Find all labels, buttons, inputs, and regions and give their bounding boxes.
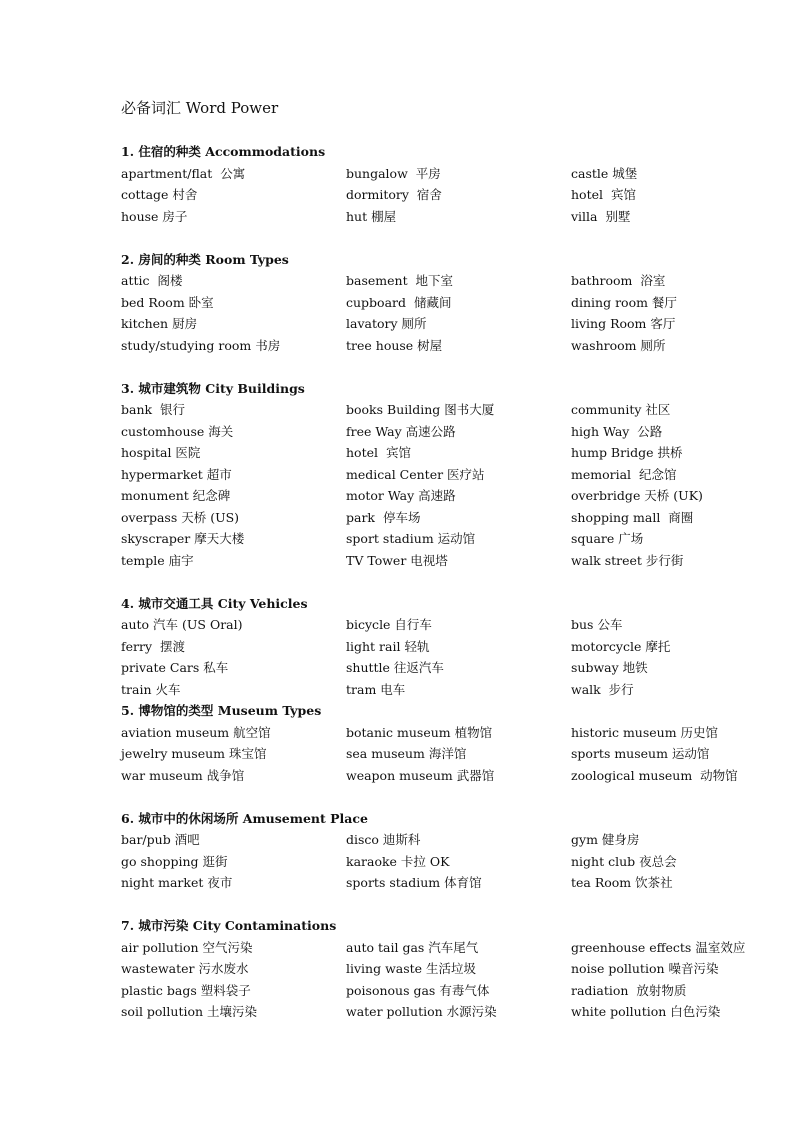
vocab-row [121, 485, 781, 507]
vocab-entry: bus 公车 [571, 617, 623, 632]
document-body [121, 96, 781, 1044]
vocab-entry: dormitory 宿舍 [346, 187, 442, 202]
vocab-row [121, 313, 781, 335]
vocab-entry: sea museum 海洋馆 [346, 746, 467, 761]
vocab-entry: attic 阁楼 [121, 273, 183, 288]
vocab-row [121, 743, 781, 765]
vocab-entry: ferry 摆渡 [121, 638, 185, 654]
vocab-entry: historic museum 历史馆 [571, 724, 719, 740]
vocab-entry: night market 夜市 [121, 875, 233, 890]
vocab-entry: TV Tower 电视塔 [346, 552, 448, 568]
vocab-entry: lavatory 厕所 [346, 316, 427, 331]
vocab-entry: study/studying room 书房 [121, 337, 281, 353]
vocab-entry: community 社区 [571, 402, 671, 417]
vocab-row [121, 851, 781, 873]
vocab-row [121, 636, 781, 658]
vocab-row [121, 163, 781, 185]
vocab-entry: auto tail gas 汽车尾气 [346, 939, 479, 955]
vocab-entry: temple 庙宇 [121, 552, 194, 568]
vocab-entry: memorial 纪念馆 [571, 466, 677, 482]
vocab-entry: kitchen 厨房 [121, 316, 198, 331]
vocab-row [121, 421, 781, 443]
vocab-row [121, 829, 781, 851]
vocab-entry: skyscraper 摩天大楼 [121, 531, 245, 546]
vocab-entry: books Building 图书大厦 [346, 402, 495, 417]
vocab-entry: air pollution 空气污染 [121, 939, 253, 955]
vocab-row [121, 937, 781, 959]
vocab-section [121, 808, 781, 894]
vocab-row [121, 292, 781, 314]
vocab-entry: villa 别墅 [571, 208, 631, 224]
vocab-entry: castle 城堡 [571, 165, 638, 181]
page-title: 必备词汇 Word Power [121, 99, 279, 117]
vocab-section [121, 915, 781, 1023]
vocab-entry: basement 地下室 [346, 273, 454, 288]
vocab-entry: wastewater 污水废水 [121, 961, 249, 976]
vocab-entry: sports museum 运动馆 [571, 746, 710, 761]
vocab-entry: apartment/flat 公寓 [121, 165, 246, 181]
vocab-entry: walk 步行 [571, 681, 634, 697]
vocab-entry: botanic museum 植物馆 [346, 724, 493, 740]
vocab-entry: night club 夜总会 [571, 853, 677, 869]
vocab-entry: tree house 树屋 [346, 337, 443, 353]
vocab-row [121, 550, 781, 572]
vocab-entry: house 房子 [121, 208, 188, 224]
section-heading: 4. 城市交通工具 City Vehicles [121, 595, 308, 611]
vocab-entry: jewelry museum 珠宝馆 [121, 746, 267, 761]
vocab-section [121, 700, 781, 786]
vocab-entry: hypermarket 超市 [121, 466, 232, 482]
vocab-entry: train 火车 [121, 681, 181, 697]
vocab-entry: gym 健身房 [571, 832, 640, 847]
vocab-entry: walk street 步行街 [571, 552, 684, 568]
vocab-entry: shopping mall 商圈 [571, 509, 694, 525]
vocab-entry: free Way 高速公路 [346, 423, 456, 439]
section-heading: 5. 博物馆的类型 Museum Types [121, 703, 322, 718]
vocab-row [121, 270, 781, 292]
vocab-section [121, 141, 781, 227]
vocab-entry: medical Center 医疗站 [346, 466, 485, 482]
vocab-entry: aviation museum 航空馆 [121, 724, 271, 740]
vocab-entry: tram 电车 [346, 681, 406, 697]
vocab-entry: white pollution 白色污染 [571, 1004, 721, 1019]
vocab-entry: soil pollution 土壤污染 [121, 1004, 258, 1019]
vocab-entry: bungalow 平房 [346, 165, 441, 181]
vocab-entry: water pollution 水源污染 [346, 1004, 497, 1019]
vocab-entry: hospital 医院 [121, 445, 201, 460]
vocab-entry: karaoke 卡拉 OK [346, 853, 450, 869]
vocab-entry: overbridge 天桥 (UK) [571, 488, 703, 503]
vocab-entry: tea Room 饮茶社 [571, 875, 673, 890]
vocab-entry: bar/pub 酒吧 [121, 832, 200, 847]
vocab-entry: shuttle 往返汽车 [346, 660, 444, 675]
vocab-entry: hump Bridge 拱桥 [571, 445, 683, 460]
vocab-entry: greenhouse effects 温室效应 [571, 939, 746, 955]
vocab-row [121, 980, 781, 1002]
vocab-entry: high Way 公路 [571, 423, 663, 439]
vocab-entry: square 广场 [571, 531, 644, 546]
vocab-entry: living Room 客厅 [571, 316, 676, 331]
vocab-entry: customhouse 海关 [121, 423, 234, 439]
vocabulary-sections [121, 141, 781, 1023]
vocab-row [121, 442, 781, 464]
vocab-row [121, 335, 781, 357]
vocab-entry: washroom 厕所 [571, 337, 666, 353]
vocab-row [121, 722, 781, 744]
vocab-row [121, 528, 781, 550]
section-heading: 1. 住宿的种类 Accommodations [121, 144, 326, 159]
vocab-entry: plastic bags 塑料袋子 [121, 982, 251, 998]
vocab-entry: subway 地铁 [571, 660, 648, 675]
vocab-entry: private Cars 私车 [121, 660, 229, 675]
vocab-row [121, 399, 781, 421]
vocab-entry: cupboard 储藏间 [346, 294, 452, 310]
vocab-entry: overpass 天桥 (US) [121, 509, 240, 525]
vocab-row [121, 765, 781, 787]
vocab-entry: radiation 放射物质 [571, 982, 687, 998]
vocab-row [121, 958, 781, 980]
vocab-row [121, 679, 781, 701]
vocab-entry: hut 棚屋 [346, 208, 397, 224]
vocab-entry: noise pollution 噪音污染 [571, 961, 719, 976]
vocab-row [121, 206, 781, 228]
vocab-entry: go shopping 逛街 [121, 853, 228, 869]
vocab-entry: hotel 宾馆 [346, 445, 411, 460]
vocab-entry: sports stadium 体育馆 [346, 875, 482, 890]
vocab-entry: zoological museum 动物馆 [571, 767, 738, 783]
vocab-entry: weapon museum 武器馆 [346, 767, 495, 783]
vocab-entry: war museum 战争馆 [121, 767, 245, 783]
vocab-entry: bed Room 卧室 [121, 294, 214, 310]
section-heading: 6. 城市中的休闲场所 Amusement Place [121, 810, 368, 826]
vocab-entry: poisonous gas 有毒气体 [346, 982, 490, 998]
vocab-entry: auto 汽车 (US Oral) [121, 617, 243, 632]
vocab-entry: light rail 轻轨 [346, 638, 430, 654]
vocab-entry: monument 纪念碑 [121, 488, 231, 503]
vocab-entry: dining room 餐厅 [571, 294, 677, 310]
vocab-entry: living waste 生活垃圾 [346, 961, 477, 976]
vocab-section [121, 249, 781, 357]
section-heading: 3. 城市建筑物 City Buildings [121, 380, 305, 396]
vocab-row [121, 872, 781, 894]
vocab-row [121, 614, 781, 636]
vocab-row [121, 464, 781, 486]
vocab-entry: bicycle 自行车 [346, 617, 432, 632]
vocab-row [121, 657, 781, 679]
vocab-entry: cottage 村舍 [121, 187, 198, 202]
vocab-entry: hotel 宾馆 [571, 187, 636, 202]
vocab-row [121, 507, 781, 529]
vocab-entry: bathroom 浴室 [571, 273, 666, 288]
vocab-section [121, 378, 781, 572]
vocab-row [121, 184, 781, 206]
vocab-entry: bank 银行 [121, 402, 186, 417]
vocab-entry: motorcycle 摩托 [571, 638, 671, 654]
vocab-row [121, 1001, 781, 1023]
section-heading: 7. 城市污染 City Contaminations [121, 918, 337, 933]
vocab-section [121, 593, 781, 701]
vocab-entry: sport stadium 运动馆 [346, 531, 476, 546]
vocab-entry: motor Way 高速路 [346, 488, 456, 503]
vocab-entry: disco 迪斯科 [346, 832, 421, 847]
section-heading: 2. 房间的种类 Room Types [121, 251, 289, 267]
vocab-entry: park 停车场 [346, 509, 421, 525]
